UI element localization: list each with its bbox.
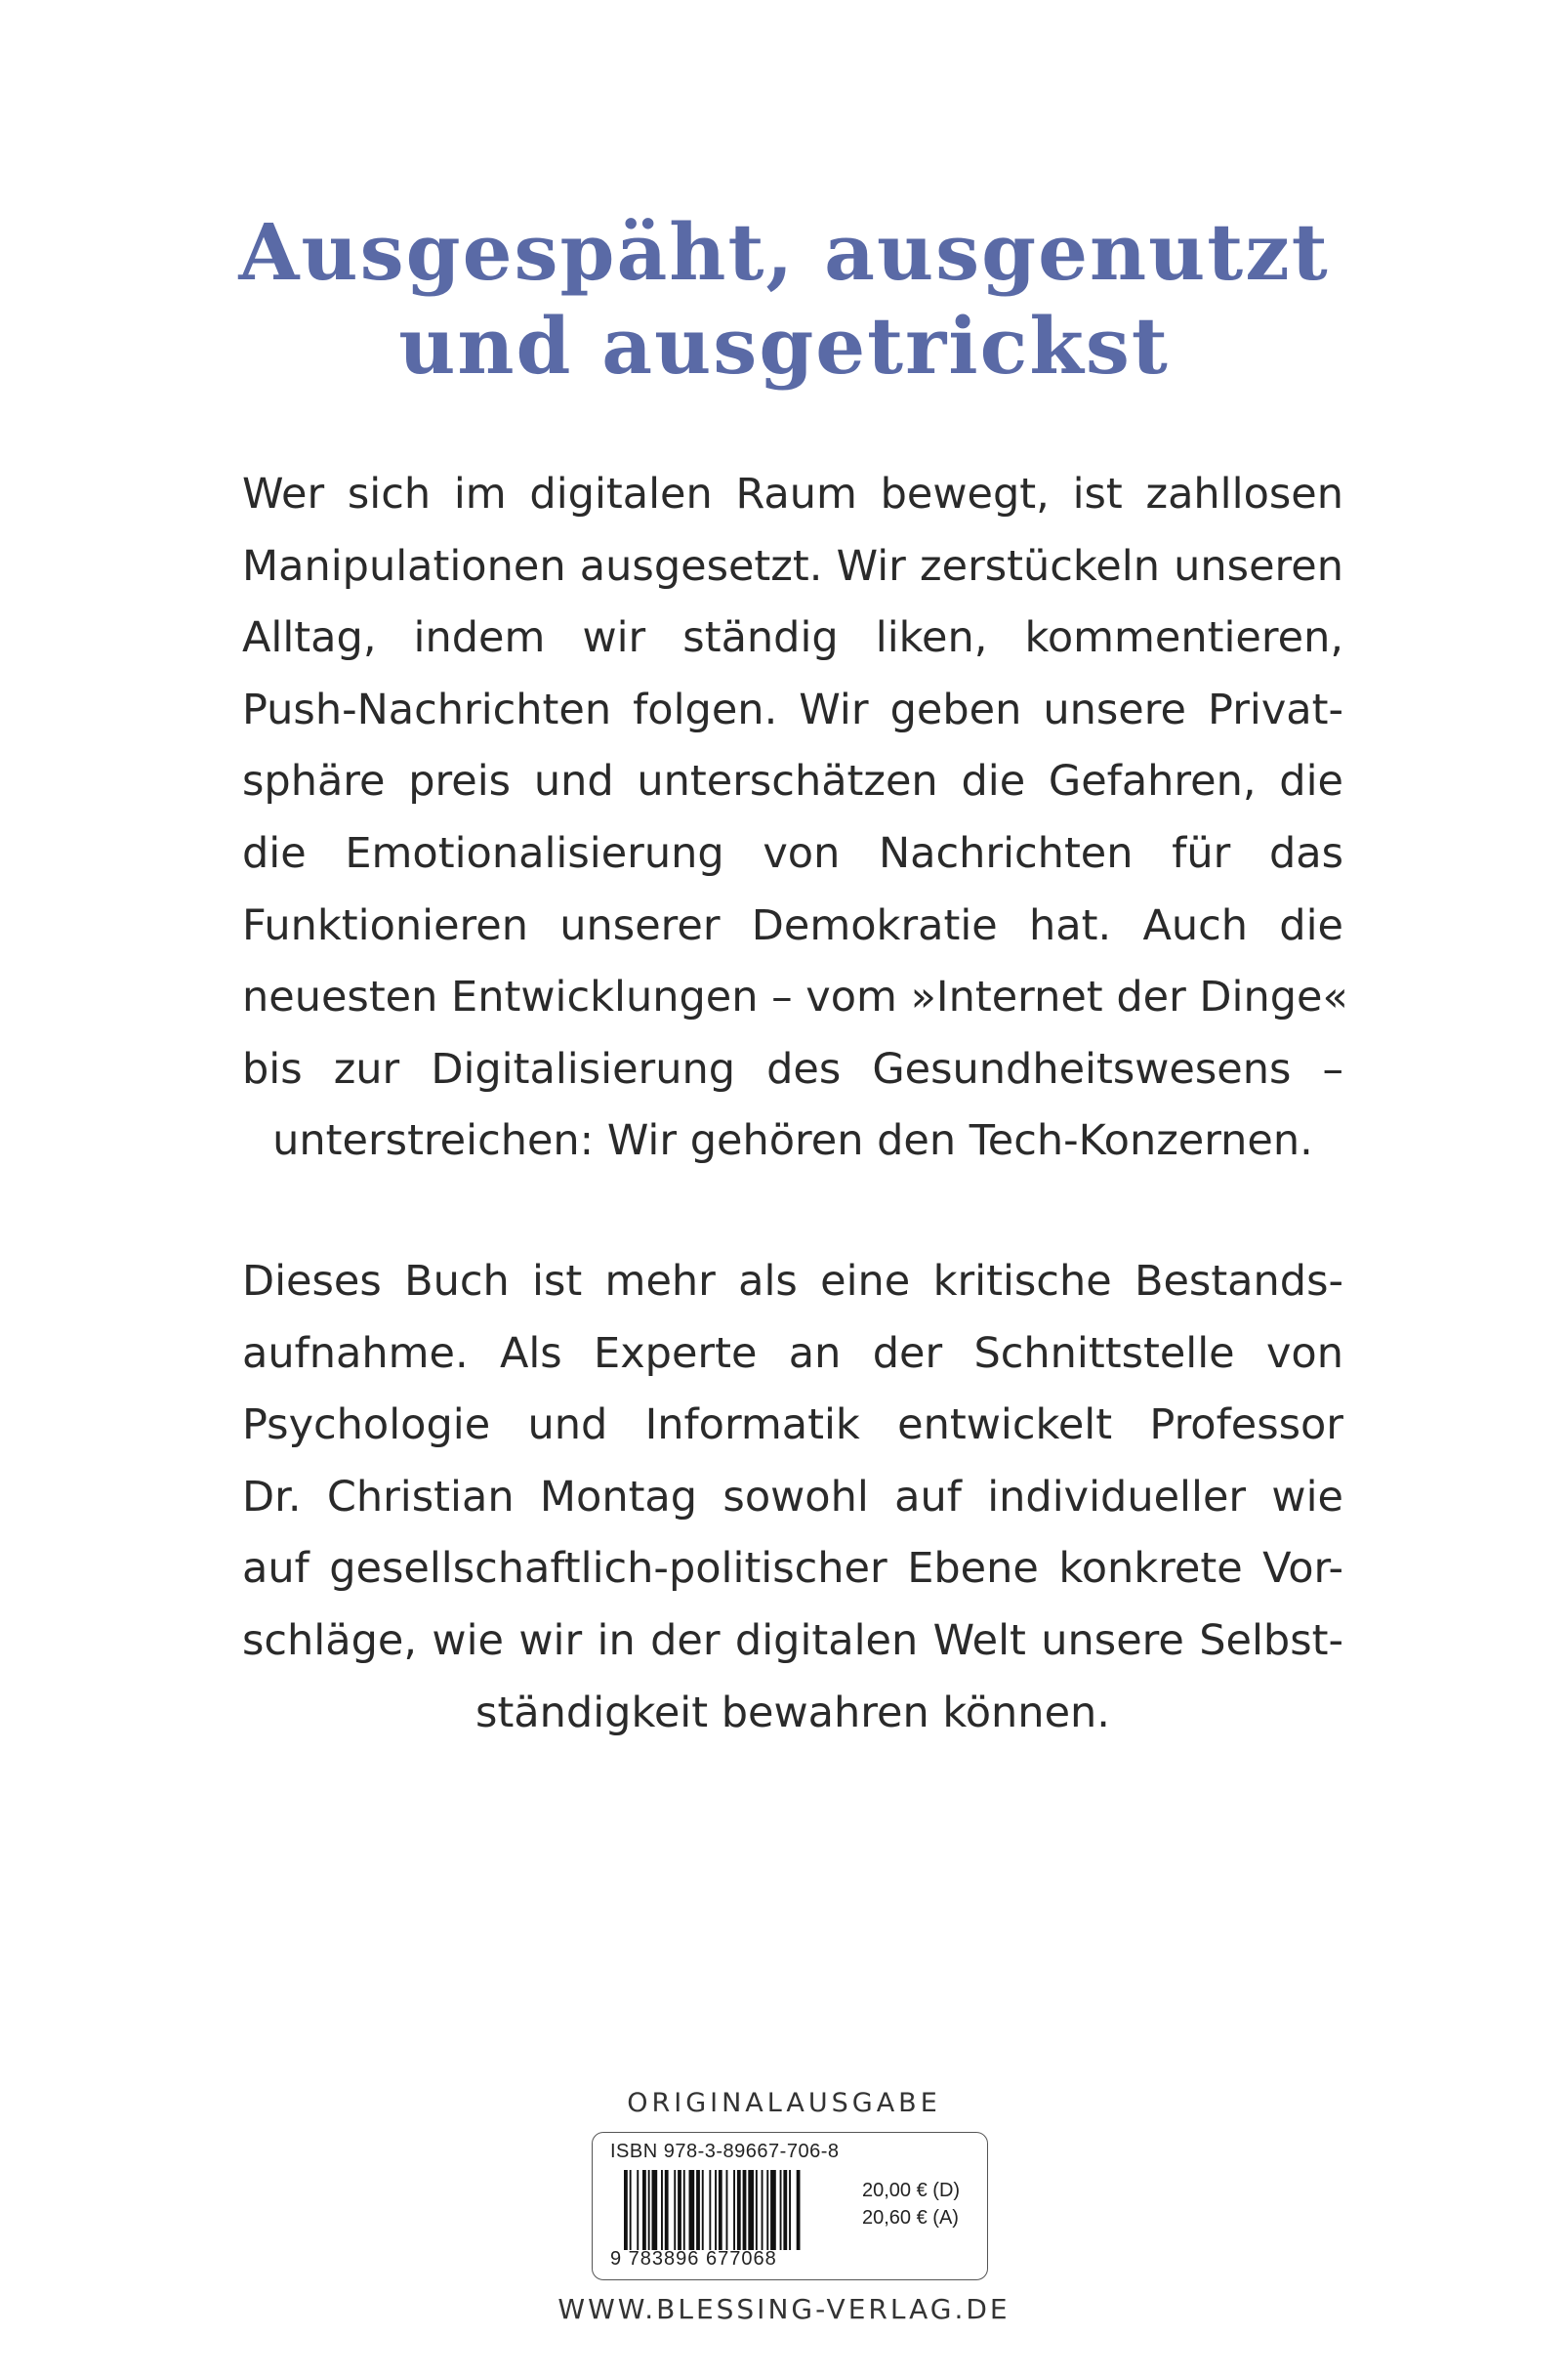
isbn-label: ISBN 978-3-89667-706-8 [610,2141,840,2162]
blurb-line: Push-Nachrichten folgen. Wir geben unsere Privat- [242,685,1343,734]
blurb-line: aufnahme. Als Experte an der Schnittstelle von [242,1328,1343,1378]
blurb-line: schläge, wie wir in der digitalen Welt unsere Selbst- [242,1615,1343,1665]
barcode-icon [624,2170,843,2250]
title-line-2: und ausgetrickst [398,300,1170,392]
blurb-line: Funktionieren unserer Demokratie hat. Auch die [242,900,1343,950]
price-austria: 20,60 € (A) [862,2207,959,2229]
barcode-box [592,2132,988,2280]
blurb-line: auf gesellschaftlich-politischer Ebene konkrete Vor- [242,1544,1343,1594]
blurb-line: bis zur Digitalisierung des Gesundheitswesens – [242,1044,1343,1094]
blurb-line: Manipulationen ausgesetzt. Wir zerstückeln unseren [242,541,1343,591]
price-germany: 20,00 € (D) [862,2180,961,2201]
blurb-line: ständigkeit bewahren können. [475,1688,1110,1737]
title-line-1: Ausgespäht, ausgenutzt [238,206,1330,298]
blurb-paragraph-1 [242,459,1348,1178]
blurb-line: neuesten Entwicklungen – vom »Internet der Dinge« [242,973,1348,1022]
blurb-line: Psychologie und Informatik entwickelt Professor [242,1400,1343,1450]
blurb-line: die Emotionalisierung von Nachrichten für das [242,828,1343,878]
blurb-line: Wer sich im digitalen Raum bewegt, ist zahllosen [242,470,1343,519]
edition-label: ORIGINALAUSGABE [627,2088,941,2118]
book-title [195,205,1373,393]
barcode-number: 9 783896 677068 [610,2248,777,2270]
blurb-line: Alltag, indem wir ständig liken, kommentieren, [242,613,1343,663]
blurb-line: sphäre preis und unterschätzen die Gefahren, die [242,757,1343,807]
blurb-paragraph-2 [242,1246,1343,1749]
blurb-line: unterstreichen: Wir gehören den Tech-Konzernen. [272,1116,1313,1166]
blurb-line: Dr. Christian Montag sowohl auf individueller wie [242,1472,1343,1522]
blurb-line: Dieses Buch ist mehr als eine kritische Bestands- [242,1257,1343,1306]
publisher-website: WWW.BLESSING-VERLAG.DE [557,2293,1011,2325]
